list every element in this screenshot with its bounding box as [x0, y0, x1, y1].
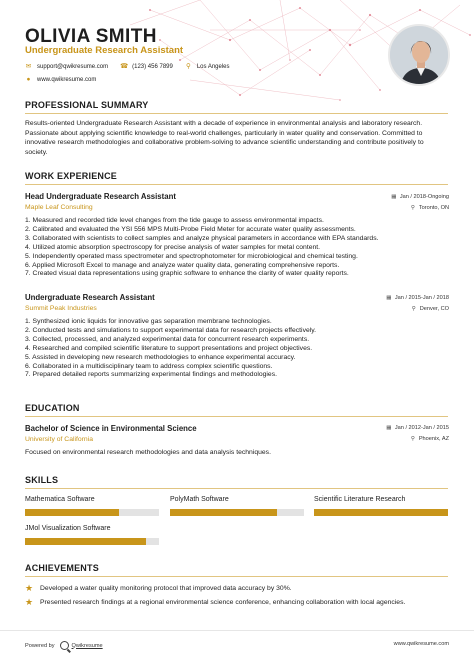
skill-4-bar [25, 538, 159, 545]
job-1-dates-text: Jan / 2018-Ongoing [399, 194, 449, 200]
achievements-divider [25, 576, 448, 577]
footer-brand: Qwikresume [71, 642, 103, 649]
education-location [410, 436, 449, 442]
list-item: 1. Measured and recorded tide level changes from the tide gauge to assess environmental impacts. [25, 217, 324, 224]
pin-icon: ⚲ [410, 205, 415, 211]
achievement-2 [25, 598, 405, 607]
skill-3-fill [314, 509, 448, 516]
contact-location [185, 63, 230, 70]
skill-2-fill [170, 509, 277, 516]
achievement-2-text: Presented research findings at a regional environmental science conference, enhancing collaboration with local agencies. [40, 599, 406, 606]
education-divider [25, 416, 448, 417]
skill-2-name: PolyMath Software [170, 496, 229, 503]
experience-heading: WORK EXPERIENCE [25, 171, 118, 181]
skill-2-bar [170, 509, 304, 516]
calendar-icon: ▦ [386, 425, 392, 431]
education-heading: EDUCATION [25, 403, 80, 413]
qwikresume-logo-icon [60, 641, 69, 650]
list-item: 2. Conducted tests and simulations to support experimental data for research projects effectively. [25, 326, 317, 334]
job-2-title: Undergraduate Research Assistant [25, 293, 155, 302]
education-location-text: Phoenix, AZ [418, 436, 449, 442]
skill-1-fill [25, 509, 119, 516]
contact-email[interactable] [25, 63, 108, 70]
contact-info [25, 63, 242, 70]
list-item: 3. Collaborated with scientists to collect samples and analyze physical parameters in accordance with EPA standards. [25, 234, 379, 242]
achievement-1 [25, 584, 292, 593]
list-item: 2. Calibrated and evaluated the YSI 556 MPS Multi-Probe Field Meter for accurate water quality assessments. [25, 225, 356, 233]
map-pin-icon: ⚲ [185, 63, 191, 70]
summary-text: Results-oriented Undergraduate Research Assistant with a decade of experience in environmental analysis and laboratory research. Passionate about applying scientific knowledge to real-world challenges, particularly in water quality and conservation. Committed to innovative research methodologies and collaborative problem-solving to advance scientific understanding and contribute positively to society. [25, 120, 424, 156]
candidate-title: Undergraduate Research Assistant [25, 45, 184, 56]
job-2-dates-text: Jan / 2015-Jan / 2018 [394, 295, 449, 301]
skill-4-fill [25, 538, 146, 545]
profile-photo [388, 24, 450, 86]
trophy-icon: ★ [25, 597, 34, 607]
experience-divider [25, 184, 448, 185]
education-degree: Bachelor of Science in Environmental Science [25, 424, 197, 433]
job-2-company: Summit Peak Industries [25, 305, 97, 312]
job-1-dates [391, 194, 449, 200]
education-description: Focused on environmental research methodologies and data analysis techniques. [25, 449, 271, 456]
skill-3-bar [314, 509, 448, 516]
list-item: 7. Created visual data representations using graphic software to enhance the clarity of water quality reports. [25, 270, 349, 278]
achievements-heading: ACHIEVEMENTS [25, 563, 99, 573]
skill-1-name: Mathematica Software [25, 496, 95, 503]
pin-icon: ⚲ [410, 436, 415, 442]
footer-powered-by[interactable] [25, 641, 103, 650]
job-1-location [410, 205, 449, 211]
achievement-1-text: Developed a water quality monitoring protocol that improved data accuracy by 30%. [40, 585, 292, 592]
list-item: 6. Collaborated in a multidisciplinary team to address complex scientific questions. [25, 362, 273, 370]
list-item: 3. Collected, processed, and analyzed experimental data for concurrent research experiments. [25, 335, 310, 343]
calendar-icon: ▦ [391, 194, 397, 200]
list-item: 5. Assisted in developing new research methodologies to enhance experimental accuracy. [25, 353, 296, 361]
job-2-location [411, 306, 449, 312]
phone-icon: ☎ [120, 63, 129, 70]
footer-website[interactable]: www.qwikresume.com [393, 641, 449, 647]
pin-icon: ⚲ [411, 306, 416, 312]
job-2-dates [386, 295, 449, 301]
list-item: 4. Researched and compiled scientific literature to support presentations and project objectives. [25, 344, 313, 352]
footer-divider [0, 630, 474, 631]
list-item: 4. Utilized atomic absorption spectroscopy for precise analysis of water samples for metal content. [25, 243, 321, 251]
job-2-location-text: Denver, CO [419, 306, 449, 312]
education-dates-text: Jan / 2012-Jan / 2015 [394, 425, 449, 431]
summary-heading: PROFESSIONAL SUMMARY [25, 100, 149, 110]
trophy-icon: ★ [25, 583, 34, 593]
list-item: 7. Prepared detailed reports summarizing experimental findings and methodologies. [25, 371, 278, 379]
skill-4-name: JMol Visualization Software [25, 525, 111, 532]
list-item: 6. Applied Microsoft Excel to manage and analyze water quality data, generating comprehensive reports. [25, 261, 340, 269]
job-1-bullets [25, 217, 455, 279]
list-item: 5. Independently operated mass spectrometer and spectrophotometer for microbiological and chemical testing. [25, 252, 358, 260]
job-1-company: Maple Leaf Consulting [25, 204, 93, 211]
skill-1-bar [25, 509, 159, 516]
education-dates [386, 425, 449, 431]
email-text: support@qwikresume.com [37, 63, 109, 70]
calendar-icon: ▦ [386, 295, 392, 301]
education-school: University of California [25, 436, 93, 443]
job-2-bullets [25, 318, 455, 380]
contact-website[interactable] [25, 76, 96, 83]
job-1-title: Head Undergraduate Research Assistant [25, 192, 176, 201]
location-text: Los Angeles [196, 63, 230, 70]
job-1-location-text: Toronto, ON [418, 205, 449, 211]
list-item: 1. Synthesized ionic liquids for innovative gas separation membrane technologies. [25, 318, 272, 325]
contact-phone [120, 63, 173, 70]
phone-text: (123) 456 7899 [132, 63, 173, 70]
summary-divider [25, 113, 448, 114]
powered-by-label: Powered by [25, 642, 55, 649]
envelope-icon: ✉ [25, 63, 32, 70]
website-text: www.qwikresume.com [37, 76, 97, 83]
skill-3-name: Scientific Literature Research [314, 496, 406, 503]
link-icon: ● [26, 76, 31, 83]
skills-heading: SKILLS [25, 475, 59, 485]
candidate-name: OLIVIA SMITH [25, 26, 157, 47]
skills-divider [25, 488, 448, 489]
